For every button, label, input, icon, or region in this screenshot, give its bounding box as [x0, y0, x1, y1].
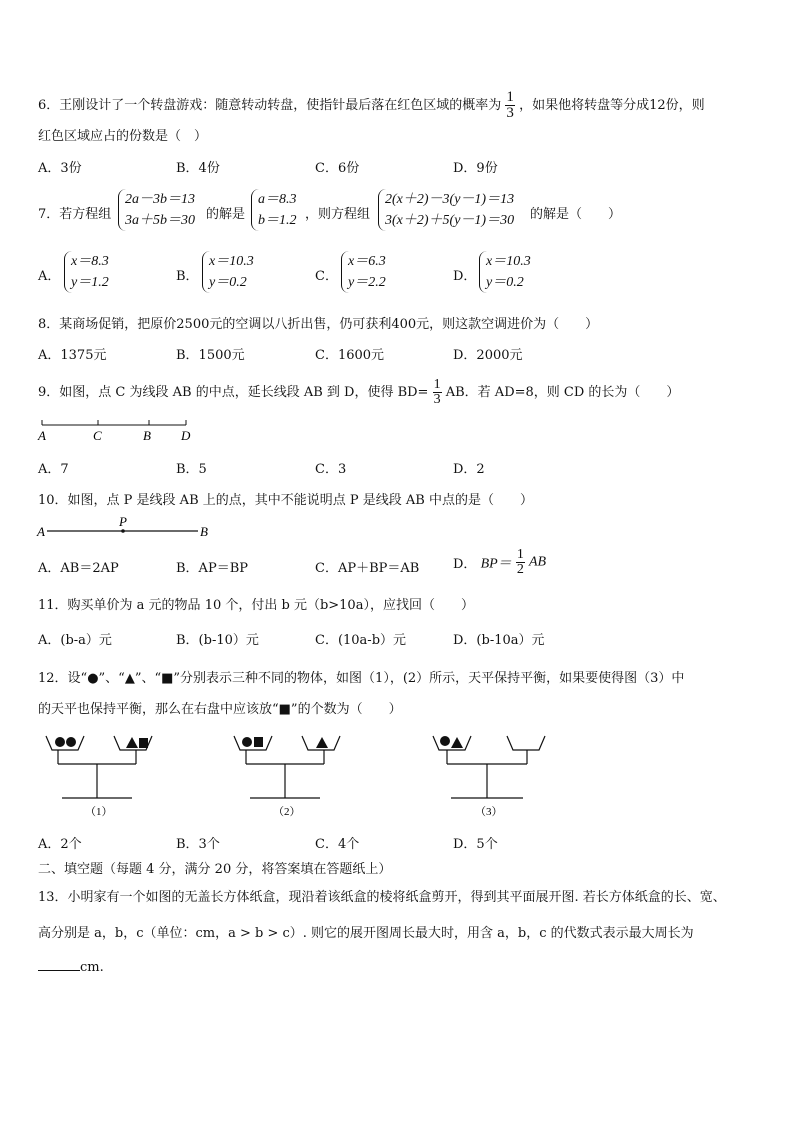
q9-option-b[interactable]: B．5: [176, 462, 207, 477]
q7-system-2: 2(x＋2)－3(y－1)＝13 3(x＋2)＋5(y－1)＝30: [378, 189, 514, 231]
q7-mid2: ，则方程组: [305, 207, 371, 222]
balance-figure-2: [228, 730, 348, 820]
q12-option-c[interactable]: C．4个: [315, 837, 360, 852]
q8-text: 8．某商场促销，把原价2500元的空调以八折出售，仍可获利400元，则这款空调进价为（ ）: [38, 317, 599, 332]
q7-prefix: 7．若方程组: [38, 207, 112, 222]
q8-option-a[interactable]: A．1375元: [38, 348, 107, 363]
q10-label-p: P: [119, 514, 127, 529]
q9-line1: [38, 378, 679, 407]
q12-option-a[interactable]: A．2个: [38, 837, 82, 852]
q9-segment-figure: [34, 414, 204, 444]
q7-option-c-label[interactable]: C．: [315, 269, 338, 284]
q10-point-p: [121, 529, 125, 533]
triangle-icon: [316, 737, 328, 748]
balance-figure-1: [40, 730, 160, 820]
q11-option-b[interactable]: B．(b-10）元: [176, 633, 259, 648]
q10-label-b: B: [200, 524, 208, 539]
q10-option-b[interactable]: B．AP＝BP: [176, 561, 248, 576]
q11-option-a[interactable]: A．(b-a）元: [38, 633, 112, 648]
q10-label-a: A: [37, 524, 45, 539]
circle-icon: [242, 737, 252, 747]
q6-option-d[interactable]: D．9份: [453, 161, 498, 176]
q9-label-d: D: [181, 428, 191, 443]
balance-1-left-pan: [46, 736, 84, 750]
balance-3-right-pan: [507, 736, 545, 750]
q6-option-c[interactable]: C．6份: [315, 161, 360, 176]
q13-line2: 高分别是 a，b，c（单位：cm，a > b > c）. 则它的展开图周长最大时，用含 a，b，c 的代数式表示最大周长为: [38, 926, 694, 941]
q7-option-d[interactable]: x＝10.3 y＝0.2: [479, 251, 531, 293]
q11-option-d[interactable]: D．(b-10a）元: [453, 633, 545, 648]
q7-solution-1: a＝8.3 b＝1.2: [251, 189, 297, 231]
q6-line2: 红色区域应占的份数是（ ）: [38, 129, 208, 144]
q9-option-d[interactable]: D．2: [453, 462, 485, 477]
circle-icon: [440, 736, 450, 746]
q13-line3: [38, 958, 104, 975]
q10-text: 10．如图，点 P 是线段 AB 上的点，其中不能说明点 P 是线段 AB 中点的是（ ）: [38, 493, 533, 508]
q7-option-b-label[interactable]: B．: [176, 269, 199, 284]
q13-line1: 13．小明家有一个如图的无盖长方体纸盒，现沿着该纸盒的棱将纸盒剪开，得到其平面展开图. 若长方体纸盒的长、宽、: [38, 890, 726, 905]
q7-option-a-label[interactable]: A．: [38, 269, 61, 284]
q9-fraction: $\frac{1}{3}$: [433, 377, 441, 407]
q12-option-d[interactable]: D．5个: [453, 837, 498, 852]
q9-label-b: B: [143, 428, 151, 443]
q11-option-c[interactable]: C．(10a-b）元: [315, 633, 407, 648]
q7-option-a[interactable]: x＝8.3 y＝1.2: [64, 251, 109, 293]
q8-option-d[interactable]: D．2000元: [453, 348, 523, 363]
q7-option-b[interactable]: x＝10.3 y＝0.2: [202, 251, 254, 293]
q8-option-c[interactable]: C．1600元: [315, 348, 385, 363]
q9-label-c: C: [93, 428, 102, 443]
circle-icon: [55, 737, 65, 747]
square-icon: [254, 737, 263, 747]
q12-option-b[interactable]: B．3个: [176, 837, 220, 852]
q10-segment-figure: [34, 514, 214, 540]
q13-unit: cm.: [80, 960, 104, 975]
balance-1-caption: （1）: [85, 806, 113, 818]
balance-3-caption: （3）: [475, 806, 503, 818]
q6-option-b[interactable]: B．4份: [176, 161, 220, 176]
q9-text-b: AB．若 AD=8，则 CD 的长为（ ）: [445, 385, 680, 400]
triangle-icon: [451, 737, 463, 748]
q10-option-a[interactable]: A．AB＝2AP: [38, 561, 119, 576]
q9-label-a: A: [38, 428, 46, 443]
q12-line2: 的天平也保持平衡，那么在右盘中应该放“■”的个数为（ ）: [38, 702, 402, 717]
q6-text-a: 6．王刚设计了一个转盘游戏：随意转动转盘，使指针最后落在红色区域的概率为: [38, 98, 502, 113]
q9-option-a[interactable]: A．7: [38, 462, 69, 477]
q6-line1: [38, 90, 705, 121]
q12-line1: 12．设“●”、“▲”、“■”分别表示三种不同的物体，如图（1），(2）所示，天平保持平衡，如果要使得图（3）中: [38, 671, 685, 686]
square-icon: [139, 738, 148, 748]
balance-2-caption: （2）: [273, 806, 301, 818]
q7-option-c[interactable]: x＝6.3 y＝2.2: [341, 251, 386, 293]
q6-text-b: ，如果他将转盘等分成12份，则: [519, 98, 705, 113]
q7-option-d-label[interactable]: D．: [453, 269, 477, 284]
triangle-icon: [126, 737, 138, 748]
q6-option-a[interactable]: A．3份: [38, 161, 82, 176]
balance-2-left-pan: [234, 736, 272, 750]
q11-text: 11．购买单价为 a 元的物品 10 个，付出 b 元（b>10a），应找回（ ）: [38, 598, 474, 613]
q7-suffix: 的解是（ ）: [530, 207, 622, 222]
balance-figure-3: [427, 730, 553, 820]
answer-blank[interactable]: [38, 958, 80, 971]
q8-option-b[interactable]: B．1500元: [176, 348, 245, 363]
q9-option-c[interactable]: C．3: [315, 462, 347, 477]
q10-option-d[interactable]: D． BP＝ $\frac{1}{2}$ AB: [453, 547, 547, 577]
section-heading-fill-in: 二、填空题（每题 4 分，满分 20 分，将答案填在答题纸上）: [38, 862, 392, 877]
q7-mid1: 的解是: [206, 207, 246, 222]
q6-fraction: $\frac{1}{3}$: [506, 89, 514, 121]
q10-option-c[interactable]: C．AP＋BP＝AB: [315, 561, 420, 576]
q7-system-1: 2a－3b＝13 3a＋5b＝30: [118, 189, 195, 231]
q9-text-a: 9．如图，点 C 为线段 AB 的中点，延长线段 AB 到 D，使得 BD=: [38, 385, 429, 400]
circle-icon: [66, 737, 76, 747]
